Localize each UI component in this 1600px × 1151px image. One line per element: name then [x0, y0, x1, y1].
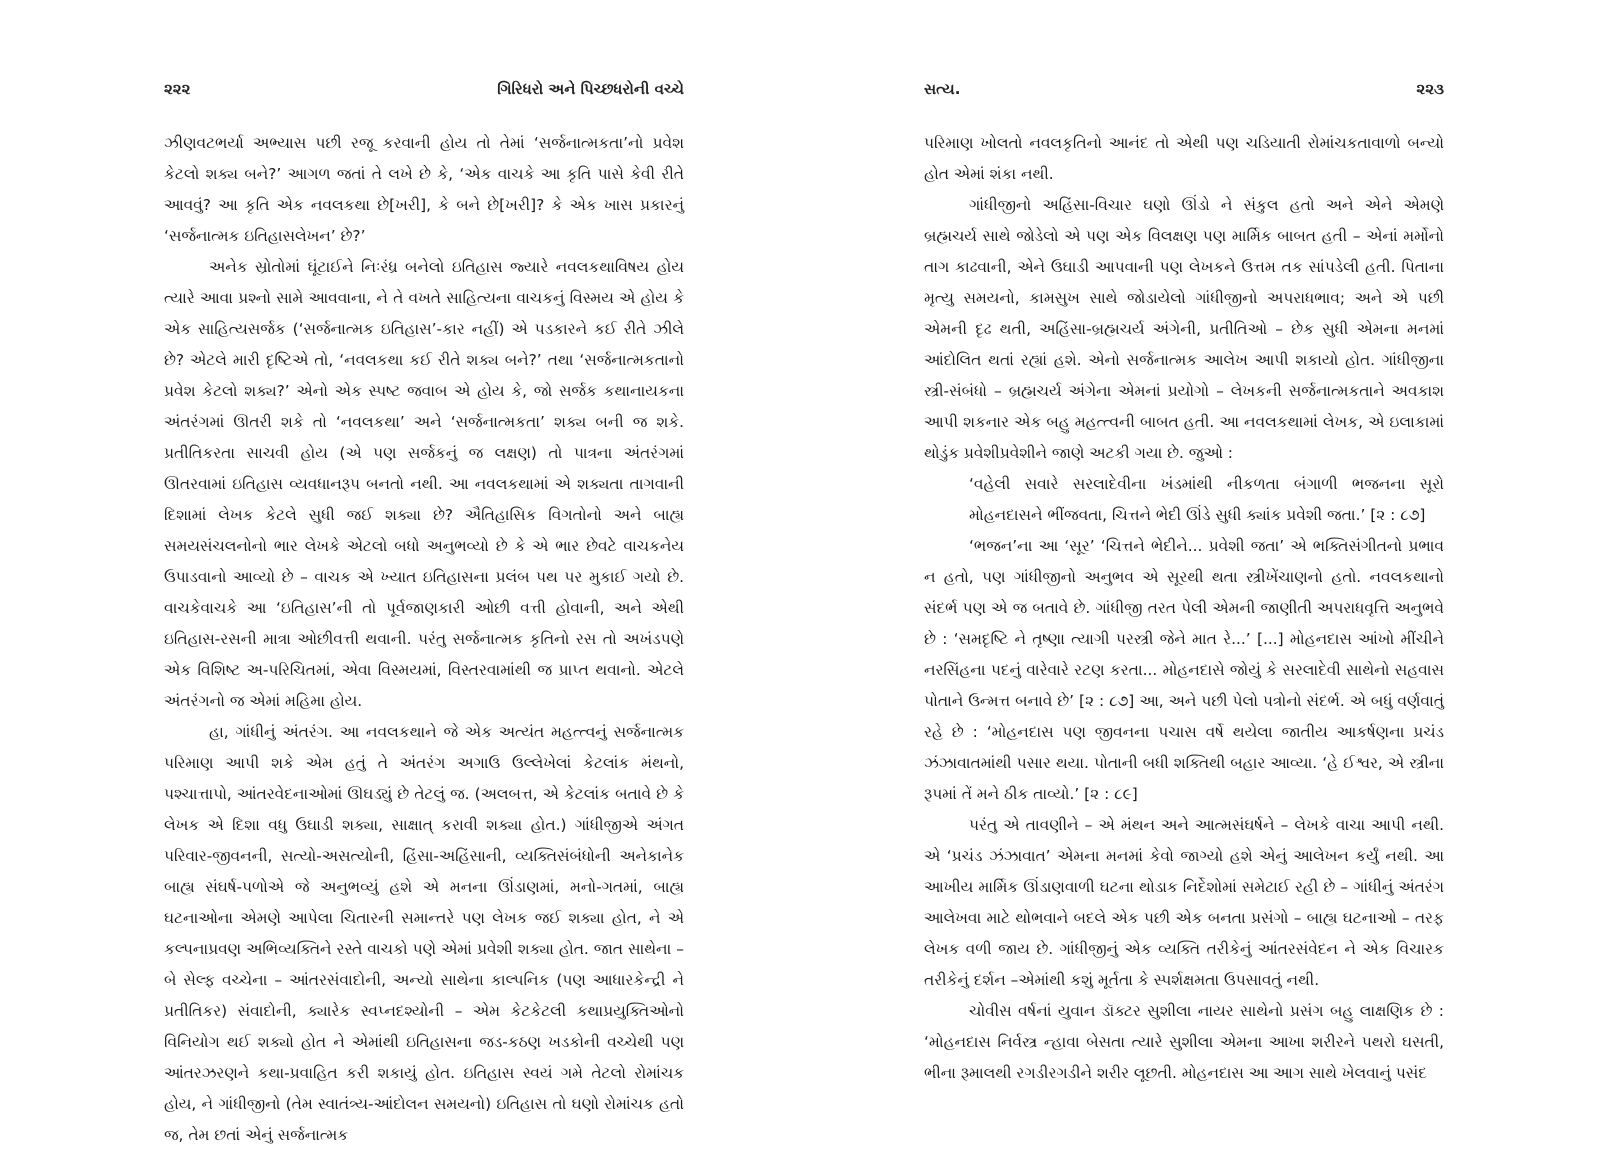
paragraph: ‘ભજન’ના આ ‘સૂર’ ‘ચિત્તને ભેદીને... પ્રવેશી જતા’ એ ભક્તિસંગીતનો પ્રભાવ ન હતો, પણ ગાંધીજીનો અનુભવ એ સૂરથી થતા સ્ત્રીખેંચાણનો હતો. નવલકથાનો સંદર્ભ પણ એ જ બતાવે છે. ગાંધીજી તરત પેલી એમની જાણીતી અપરાધવૃત્તિ અનુભવે છે : ‘સમદૃષ્ટિ ને તૃષ્ણા ત્યાગી પરસ્ત્રી જેને માત રે...’ [...] મોહનદાસ આંખો મીંચીને નરસિંહના પદનું વારેવારે રટણ કરતા... મોહનદાસે જોયું કે સરલાદેવી સાથેનો સહવાસ પોતાને ઉન્મત્ત બનાવે છે’ [૨ : ૮૭] આ, અને પછી પેલો પત્રોનો સંદર્ભ. એ બધું વર્ણવાતું રહે છે : ‘મોહનદાસ પણ જીવનના પચાસ વર્ષે થયેલા જાતીય આકર્ષણના પ્રચંડ ઝંઝાવાતમાંથી પસાર થયા. પોતાની બધી શક્તિથી બહાર આવ્યા. ‘હે ઈશ્વર, એ સ્ત્રીના રૂપમાં તેં મને ઠીક તાવ્યો.’ [૨ : ૮૯] — [924, 537, 1444, 803]
right-page-header — [924, 80, 1444, 104]
right-page — [800, 0, 1600, 1131]
paragraph: ચોવીસ વર્ષનાં યુવાન ડૉક્ટર સુશીલા નાયર સાથેનો પ્રસંગ બહુ લાક્ષણિક છે : ‘મોહનદાસ નિર્વસ્ત્ર ન્હાવા બેસતા ત્યારે સુશીલા એમના આખા શરીરને પથરો ઘસતી, ભીના રૂમાલથી રગડીરગડીને શરીર લૂછતી. મોહનદાસ આ આગ સાથે ખેલવાનું પસંદ — [924, 1002, 1444, 1082]
left-page-body — [164, 128, 684, 1151]
left-page — [0, 0, 800, 1144]
paragraph: હા, ગાંધીનું અંતરંગ. આ નવલકથાને જે એક અત્યંત મહત્ત્વનું સર્જનાત્મક પરિમાણ આપી શકે એમ હતું તે અંતરંગ અગાઉ ઉલ્લેખેલાં કેટલાંક મંથનો, પશ્ચાત્તાપો, આંતરવેદનાઓમાં ઊઘડ્યું છે તેટલું જ. (અલબત્ત, એ કેટલાંક બતાવે છે કે લેખક એ દિશા વધુ ઉઘાડી શક્યા, સાક્ષાત્ કરાવી શક્યા હોત.) ગાંધીજીએ અંગત પરિવાર-જીવનની, સત્યો-અસત્યોની, હિંસા-અહિંસાની, વ્યક્તિસંબંધોની અનેકાનેક બાહ્ય સંઘર્ષ-પળોએ જે અનુભવ્યું હશે એ મનના ઊંડાણમાં, મનો-ગતમાં, બાહ્ય ઘટનાઓના એમણે આપેલા ચિતારની સમાન્તરે પણ લેખક જઈ શક્યા હોત, ને એ કલ્પનાપ્રવણ અભિવ્યક્તિને રસ્તે વાચકો પણે એમાં પ્રવેશી શક્યા હોત. જાત સાથેના – બે સેલ્ફ વચ્ચેના – આંતરસંવાદોની, અન્યો સાથેના કાલ્પનિક (પણ આધારકેન્દ્રી ને પ્રતીતિકર) સંવાદોની, ક્યારેક સ્વપ્નદશ્યોની – એમ કેટકેટલી કથાપ્રયુક્તિઓનો વિનિયોગ થઈ શક્યો હોત ને એમાંથી ઇતિહાસના જડ-કઠણ ખડકોની વચ્ચેથી પણ આંતરઝરણને કથા-પ્રવાહિત કરી શકાયું હોત. ઇતિહાસ સ્વયં ગમે તેટલો રોમાંચક હોય, ને ગાંધીજીનો (તેમ સ્વાતંત્ર્ય-આંદોલન સમયનો) ઇતિહાસ તો ઘણો રોમાંચક હતો જ, તેમ છતાં એનું સર્જનાત્મક — [164, 723, 684, 1144]
page-number: ૨૨૩ — [1416, 80, 1444, 98]
block-quote: ‘વહેલી સવારે સરલાદેવીના ખંડમાંથી નીકળતા બંગાળી ભજનના સૂરો મોહનદાસને ભીંજવતા, ચિત્તને ભેદી ઊંડે સુધી ક્યાંક પ્રવેશી જતા.’ [૨ : ૮૭] — [969, 475, 1444, 524]
paragraph: ઝીણવટભર્યા અભ્યાસ પછી રજૂ કરવાની હોય તો તેમાં ‘સર્જનાત્મકતા’નો પ્રવેશ કેટલો શક્ય બને?’ આગળ જતાં તે લખે છે કે, ‘એક વાચકે આ કૃતિ પાસે કેવી રીતે આવવું? આ કૃતિ એક નવલકથા છે[ખરી], કે બને છે[ખરી]? કે એક ખાસ પ્રકારનું ‘સર્જનાત્મક ઇતિહાસલેખન’ છે?’ — [164, 134, 684, 245]
paragraph: પરંતુ એ તાવણીને – એ મંથન અને આત્મસંઘર્ષને – લેખકે વાચા આપી નથી. એ ‘પ્રચંડ ઝંઝાવાત’ એમના મનમાં કેવો જાગ્યો હશે એનું આલેખન કર્યું નથી. આ આખીય માર્મિક ઊંડાણવાળી ઘટના થોડાક નિર્દેશોમાં સમેટાઈ રહી છે – ગાંધીનું અંતરંગ આલેખવા માટે થોભવાને બદલે એક પછી એક બનતા પ્રસંગો – બાહ્ય ઘટનાઓ – તરફ લેખક વળી જાય છે. ગાંધીજીનું એક વ્યક્તિ તરીકેનું આંતરસંવેદન ને એક વિચારક તરીકેનું દર્શન –એમાંથી કશું મૂર્તતા કે સ્પર્શક્ષમતા ઉપસાવતું નથી. — [924, 816, 1444, 989]
paragraph: ગાંધીજીનો અહિંસા-વિચાર ઘણો ઊંડો ને સંકુલ હતો અને એને એમણે બ્રહ્મચર્ય સાથે જોડેલો એ પણ એક વિલક્ષણ પણ માર્મિક બાબત હતી – એનાં મર્મોનો તાગ કાઢવાની, એને ઉઘાડી આપવાની પણ લેખકને ઉત્તમ તક સાંપડેલી હતી. પિતાના મૃત્યુ સમયનો, કામસુખ સાથે જોડાયેલો ગાંધીજીનો અપરાધભાવ; અને એ પછી એમની દૃઢ થતી, અહિંસા-બ્રહ્મચર્ય અંગેની, પ્રતીતિઓ – છેક સુધી એમના મનમાં આંદોલિત થતાં રહ્યાં હશે. એનો સર્જનાત્મક આલેખ આપી શકાયો હોત. ગાંધીજીના સ્ત્રી-સંબંધો – બ્રહ્મચર્ય અંગેના એમનાં પ્રયોગો – લેખકની સર્જનાત્મકતાને અવકાશ આપી શકનાર એક બહુ મહત્ત્વની બાબત હતી. આ નવલકથામાં લેખક, એ ઇલાકામાં થોડુંક પ્રવેશીપ્રવેશીને જાણે અટકી ગયા છે. જુઓ : — [924, 196, 1444, 462]
right-page-body — [924, 128, 1444, 1089]
running-head: ગિરિધરો અને પિચ્છધરોની વચ્ચે — [497, 80, 684, 98]
left-page-header — [164, 80, 684, 104]
paragraph: અનેક સ્રોતોમાં ઘૂંટાઈને નિઃરંધ્ર બનેલો ઇતિહાસ જ્યારે નવલકથાવિષય હોય ત્યારે આવા પ્રશ્નો સામે આવવાના, ને તે વખતે સાહિત્યના વાચકનું વિસ્મય એ હોય કે એક સાહિત્યસર્જક (‘સર્જનાત્મક ઇતિહાસ’-કાર નહીં) એ પડકારને કઈ રીતે ઝીલે છે? એટલે મારી દૃષ્ટિએ તો, ‘નવલકથા કઈ રીતે શક્ય બને?’ તથા ‘સર્જનાત્મકતાનો પ્રવેશ કેટલો શક્ય?’ એનો એક સ્પષ્ટ જવાબ એ હોય કે, જો સર્જક કથાનાયકના અંતરંગમાં ઊતરી શકે તો ‘નવલકથા’ અને ‘સર્જનાત્મકતા’ શક્ય બની જ શકે. પ્રતીતિકરતા સાચવી હોય (એ પણ સર્જકનું જ લક્ષણ) તો પાત્રના અંતરંગમાં ઊતરવામાં ઇતિહાસ વ્યવધાનરૂપ બનતો નથી. આ નવલકથામાં એ શક્યતા તાગવાની દિશામાં લેખક કેટલે સુધી જઈ શક્યા છે? ઐતિહાસિક વિગતોનો અને બાહ્ય સમયસંચલનોનો ભાર લેખકે એટલો બધો અનુભવ્યો છે કે એ ભાર છેવટે વાચકનેય ઉપાડવાનો આવ્યો છે – વાચક એ ખ્યાત ઇતિહાસના પ્રલંબ પથ પર મુકાઈ ગયો છે. વાચકેવાચકે આ ‘ઇતિહાસ’ની તો પૂર્વજાણકારી ઓછી વત્તી હોવાની, અને એથી ઇતિહાસ-રસની માત્રા ઓછીવત્તી થવાની. પરંતુ સર્જનાત્મક કૃતિનો રસ તો અખંડપણે એક વિશિષ્ટ અ-પરિચિતમાં, એવા વિસ્મયમાં, વિસ્તરવામાંથી જ પ્રાપ્ત થવાનો. એટલે અંતરંગનો જ એમાં મહિમા હોય. — [164, 258, 684, 710]
paragraph: પરિમાણ ખોલતો નવલકૃતિનો આનંદ તો એથી પણ ચડિયાતી રોમાંચકતાવાળો બન્યો હોત એમાં શંકા નથી. — [924, 134, 1444, 183]
page-number: ૨૨૨ — [164, 80, 191, 98]
running-head: સત્ય. — [924, 80, 961, 98]
